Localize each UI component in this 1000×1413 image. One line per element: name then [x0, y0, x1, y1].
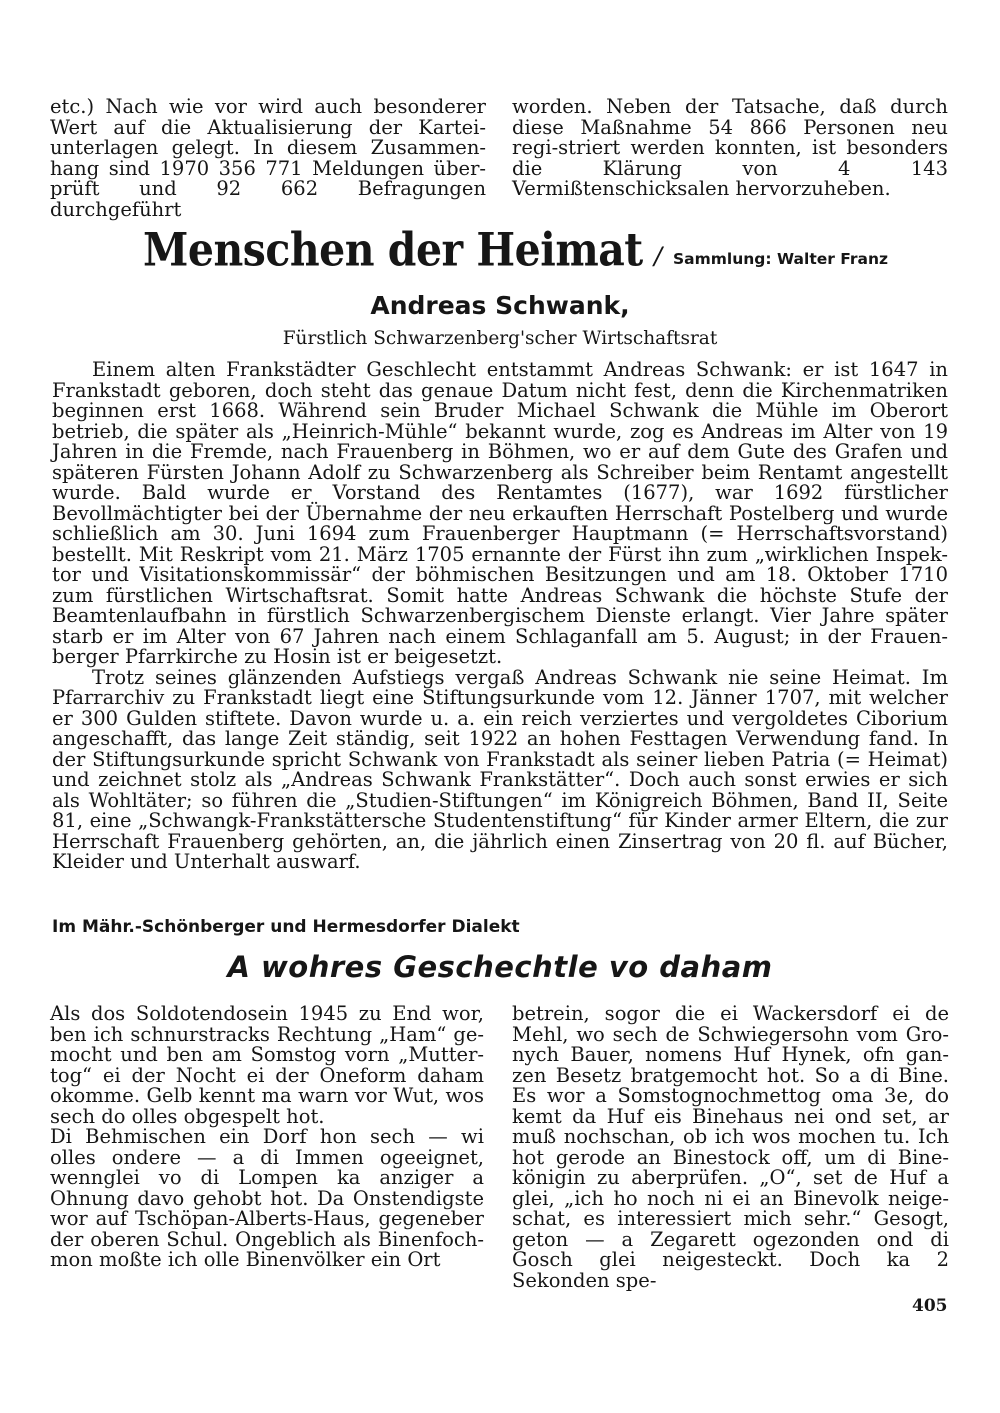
biography-paragraph-2: Trotz seines glänzenden Aufstiegs vergaß Andreas Schwank nie seine Heimat. Im Pfarrarchiv zu Frankstadt liegt eine Stiftungsurkunde vom 12. Jänner 1707, mit welcher er 300 Gulden stiftete. Davon wurde u. a. ein reich verziertes und vergoldetes Ciborium angeschafft, das lange Zeit ständig, seit 1922 an hohen Festtagen Verwendung fand. In der Stiftungsurkunde spricht Schwank von Frankstadt als seiner lieben Patria (= Heimat) und zeichnet stolz als „Andreas Schwank Frankstätter“. Doch auch sonst erwies er sich als Wohltäter; so führen die „Studien-Stiftungen“ im Königreich Böhmen, Band II, Seite 81, eine „Schwangk-Frankstättersche Studentenstiftung“ für Kinder armer Eltern, die zur Herrschaft Frauenberg gehörten, an, die jährlich einen Zinsertrag von 20 fl. auf Bücher, Kleider und Unterhalt auswarf. — [52, 665, 948, 873]
biography-role: Fürstlich Schwarzenberg'scher Wirtschaftsrat — [282, 328, 718, 349]
section-title: Menschen der Heimat — [143, 223, 643, 277]
story-right-column — [512, 1004, 949, 1291]
top-right-column — [512, 97, 948, 200]
top-right-paragraph: worden. Neben der Tatsache, daß durch diese Maßnahme 54 866 Personen neu regi-striert werden konnten, ist besonders die Klärung von 4 143 Vermißtenschicksalen hervorzuheben. — [512, 95, 948, 200]
heading-separator: / — [653, 242, 662, 270]
story-title: A wohres Geschechtle vo daham — [227, 950, 773, 984]
biography-name: Andreas Schwank, — [370, 291, 630, 320]
top-left-column — [50, 97, 486, 220]
top-left-paragraph: etc.) Nach wie vor wird auch besonderer Wert auf die Aktualisierung der Kartei-unterlagen gelegt. In diesem Zusammen-hang sind 1970 356 771 Meldungen über-prüft und 92 662 Befragungen durchgeführt — [50, 95, 486, 221]
collection-credit: Sammlung: Walter Franz — [673, 250, 889, 268]
biography-article — [52, 360, 948, 873]
section-heading — [143, 223, 889, 286]
story-left-column — [50, 1004, 484, 1271]
story-paragraph-3: betrein, sogor die ei Wackersdorf ei de Mehl, wo sech de Schwiegersohn vom Gro-nych Bauer, nomens Huf Hynek, ofn gan-zen Besetz bratgemocht hot. So a di Bine. Es wor a Somstognochmettog oma 3e, do kemt da Huf eis Binehaus nei ond set, ar muß nochschan, ob ich wos mochen tu. Ich hot gerode an Binestock off, um di Bine-königin zu aberprüfen. „O“, set de Huf a glei, „ich ho noch ni ei an Binevolk neige-schat, es interessiert mich sehr.“ Gesogt, geton — a Zegarett ogezonden ond di Gosch glei neigesteckt. Doch ka 2 Sekonden spe- — [512, 1002, 949, 1292]
dialect-label: Im Mähr.-Schönberger und Hermesdorfer Dialekt — [52, 917, 520, 937]
page-number: 405 — [912, 1296, 948, 1316]
story-paragraph-1: Als dos Soldotendosein 1945 zu End wor, ben ich schnurstracks Rechtung „Ham“ ge-mocht und ben am Somstog vorn „Mutter-tog“ ei der Nocht ei der Oneform daham okomme. Gelb kennt ma warn vor Wut, wos sech do olles obgespelt hot. — [50, 1002, 484, 1128]
biography-paragraph-1: Einem alten Frankstädter Geschlecht entstammt Andreas Schwank: er ist 1647 in Frankstadt geboren, doch steht das genaue Datum nicht fest, denn die Kirchenmatriken beginnen erst 1668. Während sein Bruder Michael Schwank die Mühle im Oberort betrieb, die später als „Heinrich-Mühle“ bekannt wurde, zog es Andreas im Alter von 19 Jahren in die Fremde, nach Frauenberg in Böhmen, wo er auf dem Gute des Grafen und späteren Fürsten Johann Adolf zu Schwarzenberg als Schreiber beim Rentamt angestellt wurde. Bald wurde er Vorstand des Rentamtes (1677), war 1692 fürstlicher Bevollmächtigter bei der Übernahme der neu erkauften Herrschaft Postelberg und wurde schließlich am 30. Juni 1694 zum Frauenberger Hauptmann (= Herrschaftsvorstand) bestellt. Mit Reskript vom 21. März 1705 ernannte der Fürst ihn zum „wirklichen Inspek-tor und Visitationskommissär“ der böhmischen Besitzungen und am 18. Oktober 1710 zum fürstlichen Wirtschaftsrat. Somit hatte Andreas Schwank die höchste Stufe der Beamtenlaufbahn in fürstlich Schwarzenbergischem Dienste erlangt. Vier Jahre später starb er im Alter von 67 Jahren nach einem Schlaganfall am 5. August; in der Frauen-berger Pfarrkirche zu Hosin ist er beigesetzt. — [52, 358, 948, 668]
story-paragraph-2: Di Behmischen ein Dorf hon sech — wi olles ondere — a di Immen ogeeignet, wennglei vo di Lompen ka anziger a Ohnung davo gehobt hot. Da Onstendigste wor auf Tschöpan-Alberts-Haus, gegeneber der oberen Schul. Ongeblich als Binenfoch-mon moßte ich olle Binenvölker ein Ort — [50, 1125, 484, 1271]
